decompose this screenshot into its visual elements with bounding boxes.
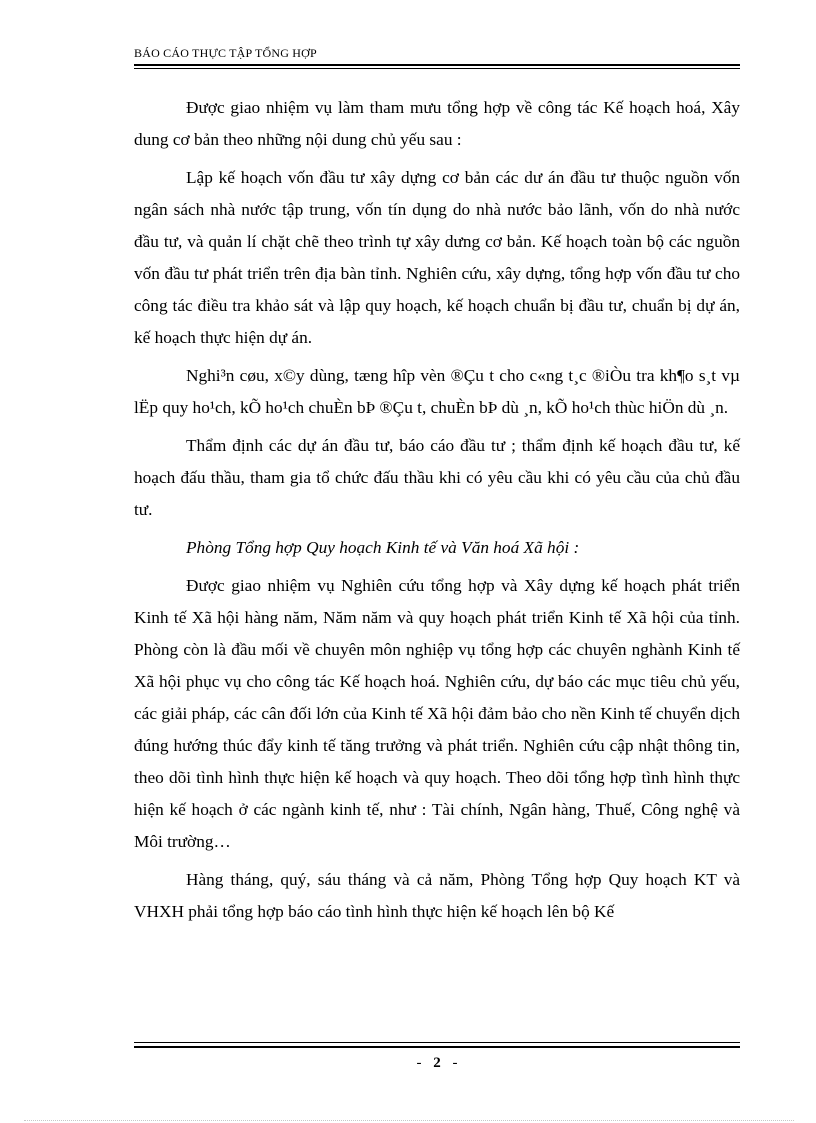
paragraph-3-garbled: Nghi³n cøu, x©y dùng, tæng hîp vèn ®Çu t cho c«ng t¸c ®iÒu tra kh¶o s¸t vµ lËp quy ho¹ch, kÕ ho¹ch chuÈn bÞ ®Çu t, chuÈn bÞ dù ¸n, kÕ ho¹ch thùc hiÖn dù ¸n.	[134, 366, 740, 417]
footer-rule-thin	[134, 1042, 740, 1043]
paragraph-5: Được giao nhiệm vụ Nghiên cứu tổng hợp và Xây dựng kế hoạch phát triển Kinh tế Xã hội hàng năm, Năm năm và quy hoạch phát triển Kinh tế Xã hội của tỉnh. Phòng còn là đầu mối về chuyên môn nghiệp vụ tổng hợp các chuyên nghành Kinh tế Xã hội phục vụ cho công tác Kế hoạch hoá. Nghiên cứu, dự báo các mục tiêu chủ yếu, các giải pháp, các cân đối lớn của Kinh tế Xã hội đảm bảo cho nền Kinh tế chuyển dịch đúng hướng thúc đẩy kinh tế tăng trưởng và phát triển. Nghiên cứu cập nhật thông tin, theo dõi tình hình thực hiện kế hoạch và quy hoạch. Theo dõi tổng hợp tình hình thực hiện kế hoạch ở các ngành kinh tế, như : Tài chính, Ngân hàng, Thuế, Công nghệ và Môi trường…	[134, 576, 740, 851]
page-header-title: BÁO CÁO THỰC TẬP TỔNG HỢP	[134, 46, 317, 60]
page-number: 2	[433, 1055, 441, 1071]
section-heading: Phòng Tổng hợp Quy hoạch Kinh tế và Văn hoá Xã hội :	[186, 538, 580, 557]
header-rule-thick	[134, 64, 740, 66]
footer-dash-left: -	[416, 1055, 422, 1071]
paragraph-4: Thẩm định các dự án đầu tư, báo cáo đầu tư ; thẩm định kế hoạch đầu tư, kế hoạch đấu thầu, tham gia tổ chức đấu thầu khi có yêu cầu khi có yêu cầu của chủ đầu tư.	[134, 436, 740, 519]
page-footer	[134, 1055, 740, 1072]
footer-rule-thick	[134, 1046, 740, 1048]
paragraph-1: Được giao nhiệm vụ làm tham mưu tổng hợp về công tác Kế hoạch hoá, Xây dung cơ bản theo những nội dung chủ yếu sau :	[134, 98, 740, 149]
page-bottom-dotted-line	[24, 1120, 794, 1121]
paragraph-2: Lập kế hoạch vốn đầu tư xây dựng cơ bản các dư án đầu tư thuộc nguồn vốn ngân sách nhà nước tập trung, vốn tín dụng do nhà nước bảo lãnh, vốn do nhà nước đầu tư, và quản lí chặt chẽ theo trình tự xây dưng cơ bản. Kế hoạch toàn bộ các nguồn vốn đầu tư phát triển trên địa bàn tỉnh. Nghiên cứu, xây dựng, tổng hợp vốn đầu tư cho công tác điều tra khảo sát và lập quy hoạch, kế hoạch chuẩn bị đầu tư, chuẩn bị dự án, kế hoạch thực hiện dự án.	[134, 168, 740, 347]
document-body	[134, 92, 740, 934]
footer-dash-right: -	[452, 1055, 458, 1071]
paragraph-6: Hàng tháng, quý, sáu tháng và cả năm, Phòng Tổng hợp Quy hoạch KT và VHXH phải tổng hợp báo cáo tình hình thực hiện kế hoạch lên bộ Kế	[134, 870, 740, 921]
header-rule-thin	[134, 68, 740, 69]
